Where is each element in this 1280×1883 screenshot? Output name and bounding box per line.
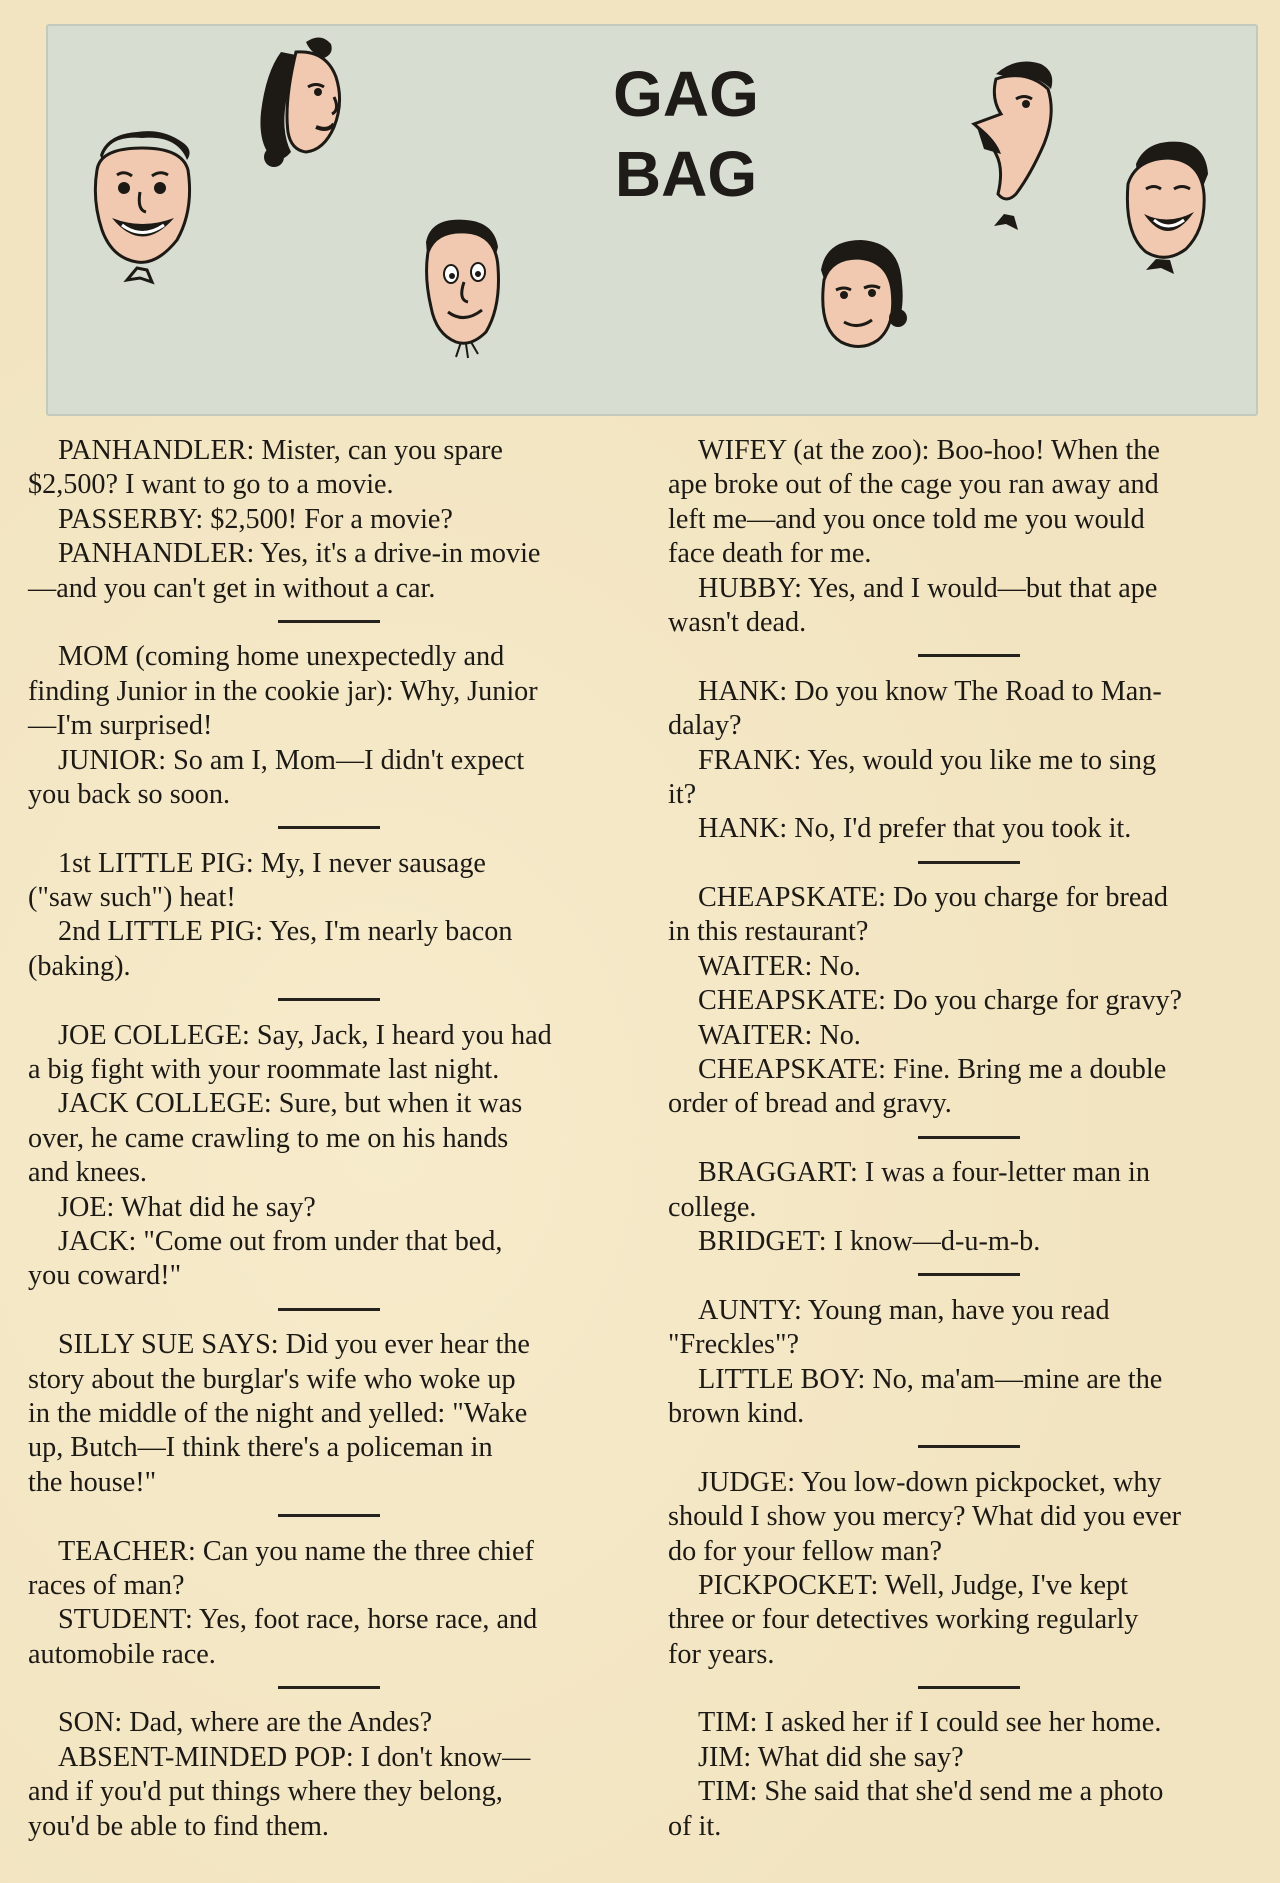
joke-line: college. [668, 1191, 757, 1223]
joke-line: order of bread and gravy. [668, 1088, 952, 1120]
joke-line: —and you can't get in without a car. [28, 572, 436, 604]
joke-line: HANK: Do you know The Road to Man- [698, 675, 1162, 707]
joke-line: wasn't dead. [668, 606, 807, 638]
ponytail-woman-face-illustration [236, 32, 356, 182]
joke-line: JUNIOR: So am I, Mom—I didn't expect [58, 744, 525, 776]
joke-line: HUBBY: Yes, and I would—but that ape [698, 572, 1158, 604]
joke-line: ape broke out of the cage you ran away and [668, 469, 1159, 501]
divider-rule [28, 812, 620, 846]
joke-line: you back so soon. [28, 778, 230, 810]
joke-line: CHEAPSKATE: Do you charge for gravy? [698, 985, 1183, 1017]
joke-line: and if you'd put things where they belong, [28, 1776, 503, 1808]
joke-line: brown kind. [668, 1397, 805, 1429]
divider-rule [668, 640, 1260, 674]
joke-line: of it. [668, 1810, 722, 1842]
joke-little-pigs [28, 847, 620, 985]
joke-line: WIFEY (at the zoo): Boo-hoo! When the [698, 435, 1160, 466]
joke-line: do for your fellow man? [668, 1535, 942, 1567]
joke-line: dalay? [668, 710, 742, 742]
joke-mom-junior [28, 640, 620, 812]
worried-man-face-illustration [406, 212, 516, 362]
divider-rule [668, 847, 1260, 881]
divider-rule [28, 606, 620, 640]
laughing-man-face-illustration [1106, 134, 1226, 284]
divider-rule [668, 1672, 1260, 1706]
divider-rule [28, 1500, 620, 1534]
joke-son-pop [28, 1706, 620, 1844]
joke-line: SON: Dad, where are the Andes? [58, 1707, 433, 1739]
joke-wifey-hubby [668, 434, 1260, 640]
joke-judge [668, 1466, 1260, 1672]
joke-line: the house!" [28, 1466, 157, 1498]
divider-rule [668, 1259, 1260, 1293]
joke-line: races of man? [28, 1569, 185, 1601]
joke-line: PASSERBY: $2,500! For a movie? [58, 503, 453, 535]
joke-line: three or four detectives working regularly [668, 1604, 1139, 1636]
right-column [668, 434, 1260, 1844]
joke-line: should I show you mercy? What did you ever [668, 1501, 1182, 1533]
joke-line: TEACHER: Can you name the three chief [58, 1535, 534, 1567]
joke-line: JACK: "Come out from under that bed, [58, 1225, 503, 1257]
joke-line: CHEAPSKATE: Do you charge for bread [698, 882, 1168, 914]
joke-line: you'd be able to find them. [28, 1810, 329, 1842]
joke-line: story about the burglar's wife who woke up [28, 1363, 516, 1395]
joke-line: JOE: What did he say? [58, 1191, 316, 1223]
joke-panhandler [28, 434, 620, 606]
left-column [28, 434, 620, 1844]
title-line-1: GAG [613, 58, 759, 130]
joke-line: in the middle of the night and yelled: "Wake [28, 1397, 528, 1429]
page-title [606, 54, 766, 214]
joke-line: MOM (coming home unexpectedly and [58, 641, 505, 673]
divider-rule [28, 1672, 620, 1706]
joke-line: finding Junior in the cookie jar): Why, Junior [28, 675, 538, 707]
bob-haired-woman-face-illustration [796, 230, 916, 360]
joke-line: PANHANDLER: Mister, can you spare [58, 435, 503, 466]
joke-line: AUNTY: Young man, have you read [698, 1294, 1110, 1326]
joke-line: BRAGGART: I was a four-letter man in [698, 1157, 1150, 1189]
joke-line: FRANK: Yes, would you like me to sing [698, 744, 1157, 776]
joke-hank-frank [668, 675, 1260, 847]
joke-teacher-student [28, 1535, 620, 1673]
divider-rule [28, 984, 620, 1018]
joke-line: PANHANDLER: Yes, it's a drive-in movie [58, 538, 541, 570]
joke-line: TIM: She said that she'd send me a photo [698, 1776, 1164, 1808]
divider-rule [668, 1122, 1260, 1156]
joke-line: JOE COLLEGE: Say, Jack, I heard you had [58, 1019, 552, 1051]
joke-aunty [668, 1294, 1260, 1432]
joke-line: STUDENT: Yes, foot race, horse race, and [58, 1604, 538, 1636]
joke-line: it? [668, 778, 697, 810]
joke-line: WAITER: No. [698, 1019, 861, 1051]
joke-line: JACK COLLEGE: Sure, but when it was [58, 1088, 523, 1120]
joke-line: (baking). [28, 950, 131, 982]
divider-rule [668, 1431, 1260, 1465]
divider-rule [28, 1294, 620, 1328]
shouting-man-face-illustration [946, 54, 1066, 244]
joke-line: TIM: I asked her if I could see her home. [698, 1707, 1162, 1739]
joke-line: for years. [668, 1638, 775, 1670]
joke-cheapskate [668, 881, 1260, 1122]
joke-line: in this restaurant? [668, 916, 869, 948]
joke-line: SILLY SUE SAYS: Did you ever hear the [58, 1329, 530, 1361]
joke-line: HANK: No, I'd prefer that you took it. [698, 813, 1132, 845]
joke-tim-jim [668, 1706, 1260, 1844]
joke-braggart [668, 1156, 1260, 1259]
joke-line: —I'm surprised! [28, 710, 213, 742]
joke-line: BRIDGET: I know—d-u-m-b. [698, 1225, 1041, 1257]
joke-line: up, Butch—I think there's a policeman in [28, 1432, 493, 1464]
joke-line: a big fight with your roommate last night. [28, 1054, 500, 1086]
joke-line: 2nd LITTLE PIG: Yes, I'm nearly bacon [58, 916, 513, 948]
joke-line: face death for me. [668, 538, 872, 570]
joke-line: CHEAPSKATE: Fine. Bring me a double [698, 1054, 1167, 1086]
joke-line: over, he came crawling to me on his hands [28, 1122, 509, 1154]
title-line-2: BAG [614, 138, 758, 210]
joke-line: left me—and you once told me you would [668, 503, 1145, 535]
joke-silly-sue [28, 1328, 620, 1500]
joke-line: WAITER: No. [698, 950, 861, 982]
joke-line: you coward!" [28, 1260, 182, 1292]
joke-line: JIM: What did she say? [698, 1741, 964, 1773]
joke-line: LITTLE BOY: No, ma'am—mine are the [698, 1363, 1163, 1395]
joke-line: $2,500? I want to go to a movie. [28, 469, 394, 501]
header-panel [46, 24, 1258, 416]
joke-line: JUDGE: You low-down pickpocket, why [698, 1466, 1162, 1498]
joke-line: "Freckles"? [668, 1329, 800, 1361]
joke-line: and knees. [28, 1157, 147, 1189]
joke-line: ("saw such") heat! [28, 882, 236, 914]
joke-line: automobile race. [28, 1638, 216, 1670]
joke-line: PICKPOCKET: Well, Judge, I've kept [698, 1569, 1128, 1601]
joke-line: 1st LITTLE PIG: My, I never sausage [58, 847, 486, 879]
joke-line: ABSENT-MINDED POP: I don't know— [58, 1741, 531, 1773]
grinning-man-face-illustration [82, 130, 212, 290]
joke-joe-college [28, 1019, 620, 1294]
